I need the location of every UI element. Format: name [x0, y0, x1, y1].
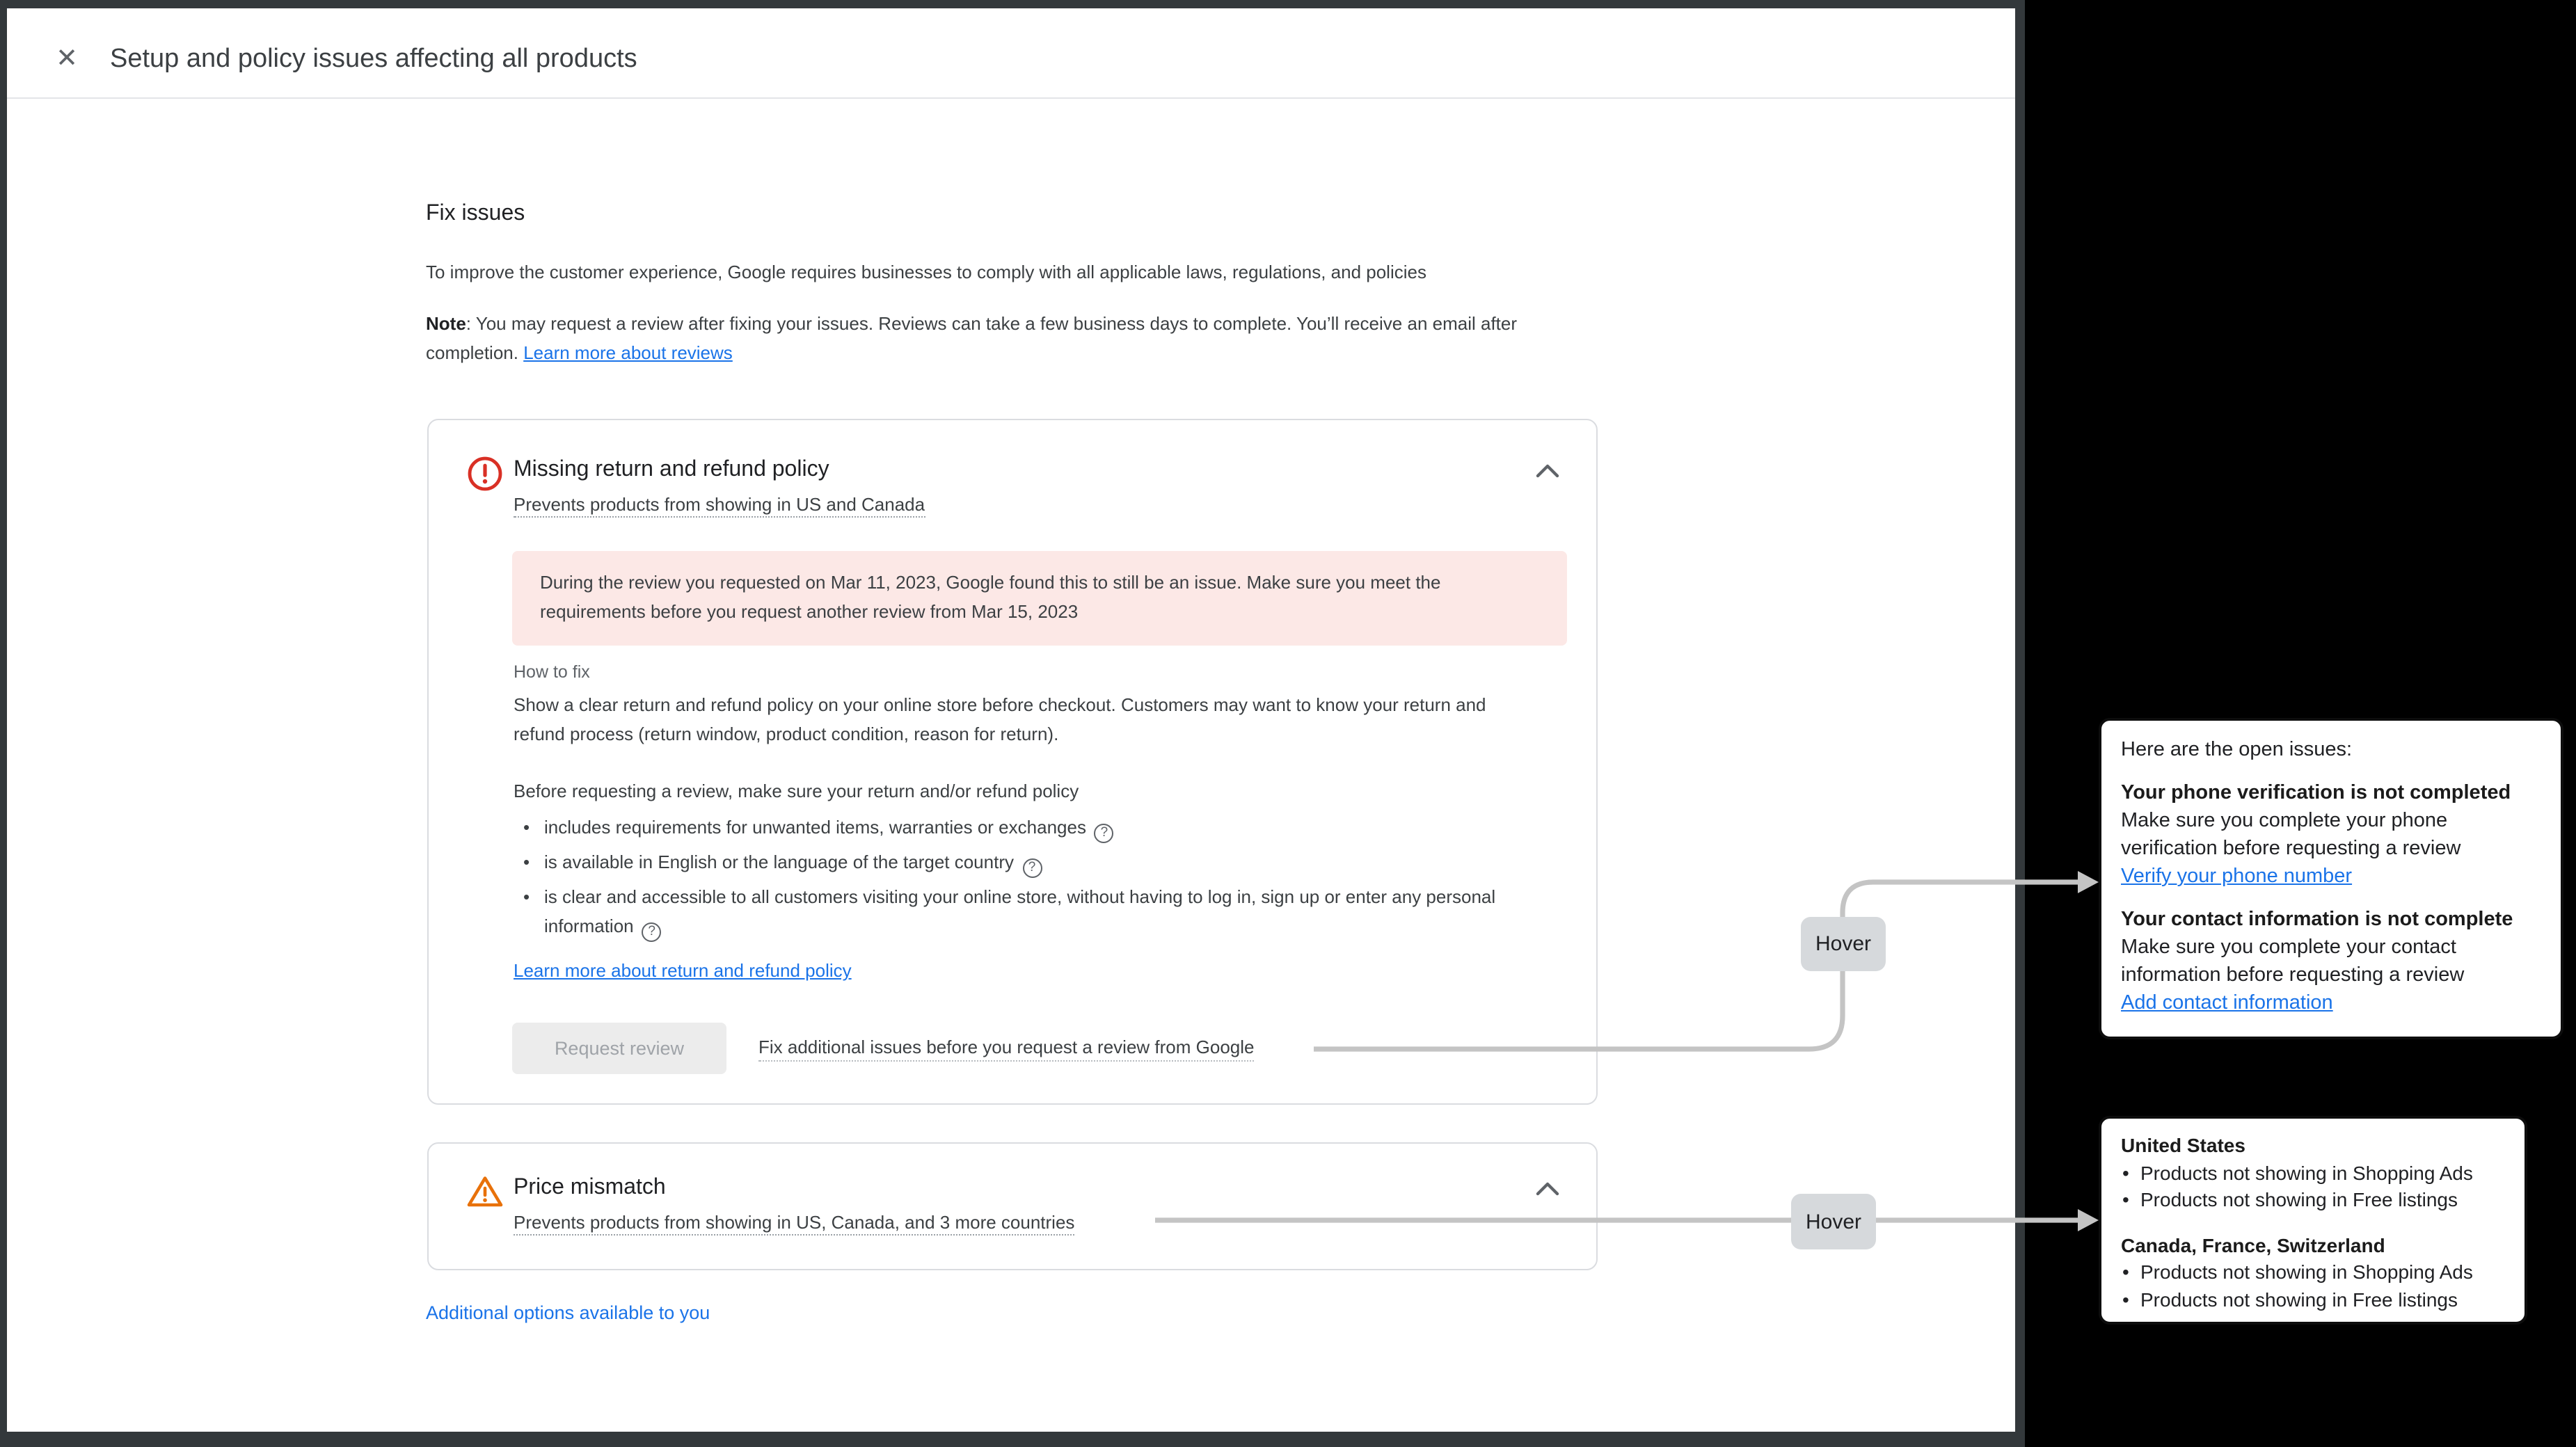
list-item-text: includes requirements for unwanted items, warranties or exchanges [544, 817, 1086, 838]
tooltip-section [2121, 1133, 2505, 1215]
tooltip-section-title: Your phone verification is not completed [2121, 782, 2511, 804]
tooltip-intro: Here are the open issues: [2121, 739, 2353, 761]
setup-policy-dialog [7, 8, 2015, 1432]
close-icon[interactable]: ✕ [56, 44, 78, 73]
list-item [520, 814, 1553, 843]
issue-title: Missing return and refund policy [514, 458, 829, 481]
hover-annotation-chip: Hover [1801, 917, 1886, 971]
how-to-fix-label: How to fix [514, 662, 590, 682]
request-review-button[interactable]: Request review [512, 1023, 726, 1074]
error-icon [466, 455, 504, 493]
tooltip-section [2121, 1233, 2505, 1315]
list-item: • Products not showing in Shopping Ads [2121, 1160, 2505, 1187]
list-item [520, 884, 1553, 942]
verify-phone-number-link[interactable]: Verify your phone number [2121, 865, 2353, 888]
warning-icon [466, 1173, 504, 1210]
chevron-up-icon[interactable] [1535, 1181, 1560, 1197]
issue-subtitle-tooltip-trigger[interactable]: Prevents products from showing in US and Canada [514, 494, 925, 518]
dialog-title: Setup and policy issues affecting all products [110, 45, 637, 74]
open-issues-tooltip [2099, 718, 2563, 1039]
list-item-text: is available in English or the language of the target country [544, 852, 1014, 872]
tooltip-section-title: Your contact information is not complete [2121, 909, 2513, 931]
issue-title: Price mismatch [514, 1176, 666, 1199]
list-item: • Products not showing in Free listings [2121, 1287, 2505, 1314]
help-icon[interactable]: ? [642, 922, 662, 942]
issue-subtitle-tooltip-trigger[interactable]: Prevents products from showing in US, Canada, and 3 more countries [514, 1212, 1074, 1236]
help-icon[interactable]: ? [1022, 858, 1042, 878]
issue-card-missing-return-policy [427, 419, 1598, 1105]
checklist-intro: Before requesting a review, make sure your return and/or refund policy [514, 781, 1079, 801]
tooltip-section [2121, 779, 2541, 890]
tooltip-section-body: Make sure you complete your phone verification before requesting a review [2121, 810, 2461, 860]
additional-options-link[interactable]: Additional options available to you [426, 1302, 710, 1323]
fix-additional-issues-tooltip-trigger[interactable]: Fix additional issues before you request a review from Google [758, 1037, 1255, 1062]
tooltip-section-title: United States [2121, 1134, 2245, 1156]
list-item: • Products not showing in Shopping Ads [2121, 1260, 2505, 1287]
note-paragraph [426, 309, 1598, 369]
tooltip-section-body: Make sure you complete your contact information before requesting a review [2121, 936, 2465, 986]
add-contact-information-link[interactable]: Add contact information [2121, 992, 2333, 1014]
countries-tooltip [2099, 1116, 2527, 1325]
list-item [520, 849, 1553, 878]
chevron-up-icon[interactable] [1535, 463, 1560, 479]
review-failed-alert: During the review you requested on Mar 11, 2023, Google found this to still be an issue. Make sure you meet the requirements before you request another review from Mar 15, 2023 [512, 551, 1567, 646]
note-body: : You may request a review after fixing your issues. Reviews can take a few business days to complete. You’ll receive an email after completion. [426, 313, 1518, 364]
intro-paragraph: To improve the customer experience, Google requires businesses to comply with all applicable laws, regulations, and policies [426, 262, 1426, 282]
policy-checklist [520, 814, 1553, 948]
hover-annotation-chip: Hover [1791, 1194, 1876, 1249]
learn-more-return-policy-link[interactable]: Learn more about return and refund policy [514, 960, 852, 981]
header-divider [7, 97, 2015, 99]
how-to-fix-body: Show a clear return and refund policy on your online store before checkout. Customers may want to know your return and refund process (return window, product condition, reason for return). [514, 694, 1486, 745]
list-item-text: is clear and accessible to all customers visiting your online store, without having to log in, sign up or enter any personal information [544, 886, 1496, 936]
help-icon[interactable]: ? [1095, 824, 1114, 843]
tooltip-section [2121, 906, 2541, 1017]
fix-issues-heading: Fix issues [426, 202, 525, 225]
issue-card-price-mismatch [427, 1142, 1598, 1270]
learn-more-reviews-link[interactable]: Learn more about reviews [523, 342, 733, 364]
list-item: • Products not showing in Free listings [2121, 1187, 2505, 1214]
tooltip-section-title: Canada, France, Switzerland [2121, 1233, 2385, 1256]
note-label: Note [426, 313, 466, 334]
